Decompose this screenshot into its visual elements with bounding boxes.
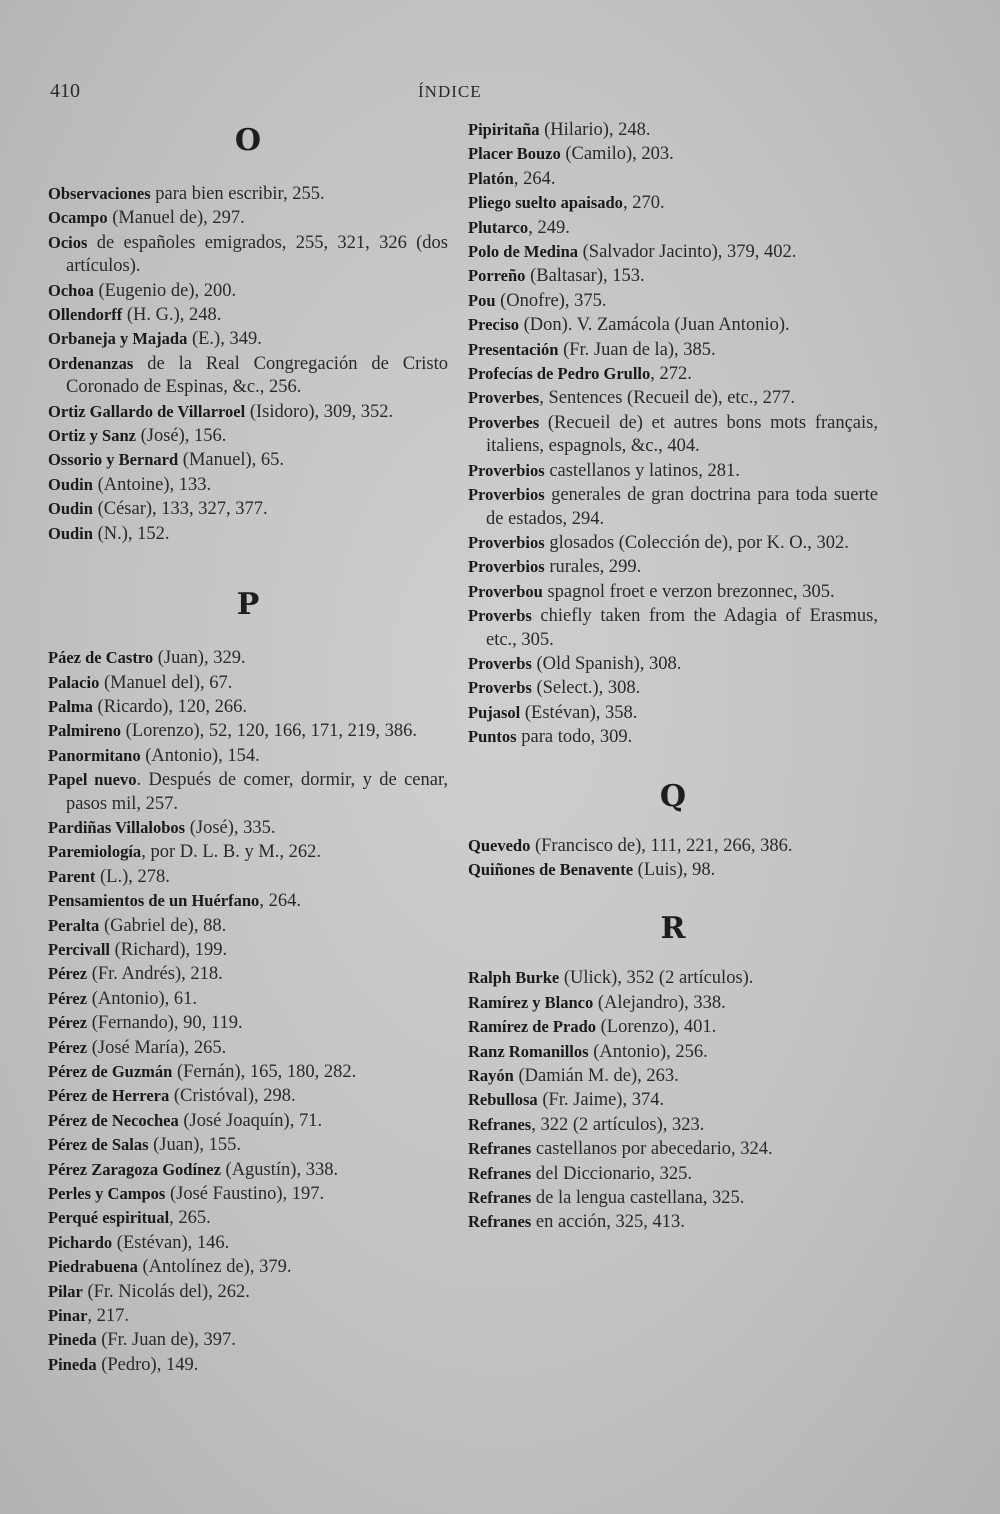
index-entry [48, 914, 448, 938]
entry-text: (Old Spanish), 308. [531, 653, 682, 674]
entry-text: , Sentences (Recueil de), etc., 277. [539, 388, 796, 409]
index-entry [468, 1186, 878, 1210]
index-entry [48, 1304, 448, 1328]
entry-text: (Onofre), 375. [495, 290, 607, 311]
entry-text: (Eugenio de), 200. [93, 280, 237, 301]
entry-heading: Proverbios [468, 485, 545, 505]
index-entry [468, 1137, 878, 1161]
entry-heading: Perqué espiritual [48, 1208, 170, 1228]
entry-text: (N.), 152. [92, 523, 170, 544]
entry-heading: Pipiritaña [468, 120, 540, 139]
index-entry [48, 424, 448, 448]
entry-text: , 217. [87, 1306, 130, 1327]
index-entry [468, 411, 878, 459]
entry-heading: Quiñones de Benavente [468, 859, 634, 879]
index-entry [48, 352, 448, 400]
entry-heading: Palacio [48, 672, 100, 692]
entry-heading: Pérez Zaragoza Godínez [48, 1159, 221, 1179]
entry-text: , 249. [528, 217, 570, 238]
entry-text: de la lengua castellana, 325. [531, 1188, 745, 1209]
entry-text: de españoles emigrados, 255, 321, 326 (dos artículos). [66, 232, 448, 277]
index-entry [48, 962, 448, 986]
entry-heading: Oudin [48, 523, 93, 543]
entry-text: (Lorenzo), 401. [596, 1017, 717, 1038]
index-entry [468, 1015, 878, 1039]
entry-heading: Ortiz Gallardo de Villarroel [48, 401, 246, 421]
entry-heading: Puntos [468, 727, 517, 747]
index-entry [48, 327, 448, 351]
entry-heading: Plutarco [468, 217, 529, 237]
index-entry [468, 118, 878, 142]
entry-heading: Preciso [468, 315, 520, 335]
entry-text: (Estévan), 358. [520, 702, 638, 723]
entry-text: (Fr. Andrés), 218. [87, 964, 223, 985]
entry-heading: Percivall [48, 939, 111, 959]
entry-heading: Ramírez de Prado [468, 1017, 596, 1037]
index-entry [48, 448, 448, 472]
entry-heading: Piedrabuena [48, 1257, 138, 1277]
entry-heading: Pérez de Herrera [48, 1086, 170, 1106]
entry-text: (Gabriel de), 88. [99, 915, 227, 936]
entry-text: glosados (Colección de), por K. O., 302. [544, 532, 849, 553]
entry-heading: Proverbs [468, 606, 532, 626]
entry-text: . Después de comer, dormir, y de cenar, pasos mil, 257. [66, 770, 448, 814]
index-entry [48, 206, 448, 230]
entry-heading: Pérez [48, 964, 88, 984]
entry-text: castellanos por abecedario, 324. [531, 1139, 773, 1160]
entry-text: (Antoine), 133. [92, 474, 212, 495]
entry-heading: Pérez [48, 1013, 88, 1033]
index-entry [48, 473, 448, 497]
index-entry [48, 744, 448, 768]
index-entry [48, 1158, 448, 1182]
entry-heading: Pou [468, 290, 496, 310]
entry-heading: Placer Bouzo [468, 144, 561, 164]
entry-text: chiefly taken from the Adagia of Erasmus, etc., 305. [486, 606, 878, 650]
entry-heading: Observaciones [48, 184, 151, 203]
entry-heading: Platón [468, 168, 514, 188]
index-entry [468, 604, 878, 652]
entry-text: (José Faustino), 197. [165, 1184, 325, 1205]
index-entry [48, 522, 448, 546]
index-entry [48, 889, 448, 913]
entry-text: castellanos y latinos, 281. [544, 460, 740, 481]
entry-heading: Perles y Campos [48, 1184, 166, 1204]
entry-text: , 265. [169, 1208, 211, 1229]
index-entry [468, 264, 878, 288]
entry-heading: Ocampo [48, 208, 108, 228]
entry-text: (H. G.), 248. [122, 305, 222, 326]
entry-text: (Recueil de) et autres bons mots français, italiens, espagnols, &c., 404. [486, 412, 878, 457]
index-entry [48, 1353, 448, 1377]
running-title: ÍNDICE [418, 82, 482, 101]
section-spacer [48, 546, 448, 582]
entry-text: (Select.), 308. [531, 678, 641, 699]
section-spacer [468, 882, 878, 906]
entry-heading: Pérez de Guzmán [48, 1062, 173, 1081]
index-entry [48, 987, 448, 1011]
entry-heading: Pilar [48, 1281, 83, 1301]
entry-text: (Francisco de), 111, 221, 266, 386. [530, 835, 793, 856]
section-letter: P [236, 587, 260, 623]
index-entry [468, 362, 878, 386]
section-letter: O [234, 123, 262, 158]
entry-text: , 264. [259, 891, 301, 912]
entry-heading: Parent [48, 866, 96, 886]
entry-text: (Ricardo), 120, 266. [92, 696, 248, 717]
index-entry [468, 216, 878, 240]
index-entry [48, 1036, 448, 1060]
entry-text: (Antonio), 154. [140, 745, 260, 766]
entry-heading: Ramírez y Blanco [468, 992, 594, 1012]
entry-text: (Fr. Juan de la), 385. [558, 339, 716, 360]
entry-text: (Antolínez de), 379. [137, 1257, 292, 1278]
index-entry [48, 938, 448, 962]
index-entry [48, 1182, 448, 1206]
section-spacer [468, 952, 878, 966]
entry-text: (Fr. Jaime), 374. [537, 1090, 665, 1111]
page-number: 410 [50, 80, 80, 102]
index-entry [468, 555, 878, 579]
index-entry [48, 497, 448, 521]
index-entry [468, 1113, 878, 1137]
index-entry [468, 580, 878, 604]
index-entry [468, 834, 878, 858]
entry-heading: Profecías de Pedro Grullo [468, 364, 651, 384]
entry-text: del Diccionario, 325. [531, 1163, 693, 1184]
entry-text: (Juan), 329. [153, 648, 246, 669]
entry-text: (Damián M. de), 263. [513, 1066, 679, 1086]
index-entry [468, 858, 878, 882]
index-entry [48, 1011, 448, 1035]
entry-text: (Antonio), 61. [87, 988, 198, 1009]
index-entry [48, 1206, 448, 1230]
entry-text: (Salvador Jacinto), 379, 402. [578, 242, 797, 263]
entry-text: (Hilario), 248. [539, 120, 651, 140]
index-entry [468, 483, 878, 531]
entry-text: (Manuel), 65. [178, 450, 285, 471]
entry-heading: Proverbes [468, 388, 540, 408]
index-entry [48, 400, 448, 424]
entry-heading: Pensamientos de un Huérfano [48, 891, 260, 911]
entry-heading: Pérez de Salas [48, 1135, 149, 1155]
entry-heading: Páez de Castro [48, 648, 154, 668]
index-entry [468, 313, 878, 337]
index-entry [468, 191, 878, 215]
entry-heading: Pinar [48, 1306, 88, 1326]
entry-text: (Manuel de), 297. [107, 208, 245, 229]
index-entry [468, 652, 878, 676]
entry-heading: Proverbs [468, 678, 532, 698]
index-entry [468, 531, 878, 555]
index-entry [468, 966, 878, 990]
entry-heading: Porreño [468, 266, 526, 286]
entry-text: para bien escribir, 255. [150, 184, 325, 204]
section-spacer [48, 628, 448, 646]
entry-heading: Papel nuevo [48, 770, 137, 790]
entry-heading: Ollendorff [48, 305, 123, 325]
entry-text: (Luis), 98. [633, 859, 716, 880]
index-entry [468, 1088, 878, 1112]
entry-text: (José María), 265. [87, 1037, 227, 1058]
entry-heading: Refranes [468, 1163, 532, 1183]
entry-heading: Orbaneja y Majada [48, 329, 188, 349]
entry-text: (Fr. Juan de), 397. [96, 1330, 236, 1351]
index-entry [468, 459, 878, 483]
section-spacer [48, 164, 448, 182]
entry-text: de la Real Congregación de Cristo Coronado de Espinas, &c., 256. [66, 353, 448, 398]
entry-text: , por D. L. B. y M., 262. [141, 842, 322, 863]
entry-heading: Refranes [468, 1114, 532, 1134]
entry-heading: Ochoa [48, 280, 94, 300]
entry-text: (José Joaquín), 71. [178, 1110, 323, 1131]
entry-heading: Pineda [48, 1354, 97, 1374]
entry-heading: Pichardo [48, 1232, 113, 1252]
entry-text: (Cristóval), 298. [169, 1086, 296, 1107]
entry-heading: Refranes [468, 1139, 532, 1159]
entry-text: (Fernán), 165, 180, 282. [172, 1062, 357, 1082]
entry-heading: Refranes [468, 1188, 532, 1208]
entry-text: (José), 156. [136, 426, 227, 447]
index-entry [48, 1328, 448, 1352]
entry-text: (Isidoro), 309, 352. [245, 401, 394, 422]
entry-text: , 270. [622, 193, 665, 214]
index-entry [48, 671, 448, 695]
entry-text: (Juan), 155. [148, 1135, 241, 1156]
section-letter: Q [659, 778, 687, 814]
entry-heading: Panormitano [48, 745, 141, 765]
entry-text: (L.), 278. [95, 866, 170, 887]
entry-text: (Manuel del), 67. [99, 672, 233, 693]
index-entry [48, 1280, 448, 1304]
index-entry [468, 1040, 878, 1064]
entry-heading: Palma [48, 696, 93, 716]
entry-text: (Antonio), 256. [588, 1041, 708, 1062]
entry-text: rurales, 299. [544, 557, 642, 578]
index-entry [48, 1231, 448, 1255]
index-entry [468, 991, 878, 1015]
index-entry [48, 182, 448, 206]
entry-text: para todo, 309. [516, 727, 633, 748]
section-letter: R [660, 911, 686, 947]
index-entry [48, 865, 448, 889]
index-entry [468, 676, 878, 700]
entry-heading: Pujasol [468, 702, 521, 722]
entry-heading: Rayón [468, 1066, 514, 1085]
entry-heading: Ordenanzas [48, 353, 134, 373]
index-entry [48, 1109, 448, 1133]
entry-text: (Baltasar), 153. [525, 266, 645, 287]
entry-text: generales de gran doctrina para toda suerte de estados, 294. [486, 485, 878, 529]
index-entry [48, 1060, 448, 1084]
index-entry [48, 816, 448, 840]
index-entry [468, 142, 878, 166]
index-entry [468, 701, 878, 725]
entry-text: (Pedro), 149. [96, 1354, 199, 1375]
entry-heading: Ralph Burke [468, 968, 560, 988]
index-entry [48, 1084, 448, 1108]
entry-heading: Polo de Medina [468, 242, 578, 262]
right-column [468, 118, 878, 1235]
section-spacer [468, 820, 878, 834]
entry-text: (Estévan), 146. [112, 1232, 230, 1253]
index-entry [48, 1133, 448, 1157]
index-entry [468, 289, 878, 313]
entry-heading: Ossorio y Bernard [48, 450, 179, 470]
entry-heading: Ocios [48, 232, 88, 252]
entry-text: (Fr. Nicolás del), 262. [82, 1281, 250, 1302]
index-entry [468, 338, 878, 362]
section-spacer [468, 750, 878, 774]
entry-heading: Pineda [48, 1330, 97, 1350]
entry-text: (Agustín), 338. [220, 1159, 339, 1180]
entry-heading: Pardiñas Villalobos [48, 817, 186, 837]
index-entry [48, 303, 448, 327]
entry-heading: Pérez [48, 988, 88, 1008]
index-entry [48, 719, 448, 743]
entry-heading: Rebullosa [468, 1090, 538, 1110]
entry-heading: Presentación [468, 339, 559, 359]
entry-heading: Refranes [468, 1212, 532, 1232]
entry-heading: Oudin [48, 499, 93, 519]
index-entry [468, 725, 878, 749]
entry-heading: Proverbios [468, 557, 545, 577]
entry-heading: Ranz Romanillos [468, 1041, 589, 1061]
index-entry [468, 1162, 878, 1186]
entry-heading: Quevedo [468, 835, 531, 855]
index-entry [468, 1064, 878, 1088]
index-entry [48, 646, 448, 670]
entry-text: (Lorenzo), 52, 120, 166, 171, 219, 386. [121, 721, 417, 742]
entry-heading: Peralta [48, 915, 100, 935]
index-entry [468, 167, 878, 191]
index-entry [48, 840, 448, 864]
entry-text: (Don). V. Zamácola (Juan Antonio). [519, 315, 790, 336]
entry-text: , 272. [650, 364, 692, 385]
entry-heading: Pérez de Necochea [48, 1110, 179, 1130]
index-entry [48, 768, 448, 816]
entry-heading: Paremiología [48, 842, 142, 862]
entry-text: (Richard), 199. [110, 939, 228, 960]
index-entry [48, 695, 448, 719]
entry-heading: Pliego suelto apaisado [468, 193, 623, 213]
entry-heading: Ortiz y Sanz [48, 426, 136, 446]
entry-heading: Proverbs [468, 653, 532, 673]
index-entry [48, 1255, 448, 1279]
entry-heading: Proverbios [468, 460, 545, 480]
entry-text: , 322 (2 artículos), 323. [531, 1114, 705, 1135]
entry-heading: Pérez [48, 1037, 88, 1057]
entry-heading: Palmireno [48, 721, 122, 741]
entry-text: (E.), 349. [187, 329, 262, 350]
index-entry [468, 1210, 878, 1234]
entry-heading: Proverbes [468, 412, 540, 432]
entry-heading: Proverbou [468, 581, 543, 601]
entry-text: , 264. [513, 168, 556, 189]
entry-text: (Ulick), 352 (2 artículos). [559, 968, 754, 989]
entry-text: en acción, 325, 413. [531, 1212, 685, 1233]
index-entry [468, 240, 878, 264]
entry-text: (Fernando), 90, 119. [87, 1013, 243, 1034]
left-column [48, 118, 448, 1377]
entry-text: (César), 133, 327, 377. [92, 499, 268, 520]
entry-text: (Camilo), 203. [560, 144, 674, 165]
index-entry [468, 386, 878, 410]
entry-text: spagnol froet e verzon brezonnec, 305. [542, 581, 835, 602]
index-entry [48, 231, 448, 279]
entry-text: (Alejandro), 338. [593, 992, 726, 1013]
index-entry [48, 279, 448, 303]
entry-text: (José), 335. [185, 817, 276, 838]
entry-heading: Proverbios [468, 532, 545, 552]
entry-heading: Oudin [48, 474, 93, 494]
